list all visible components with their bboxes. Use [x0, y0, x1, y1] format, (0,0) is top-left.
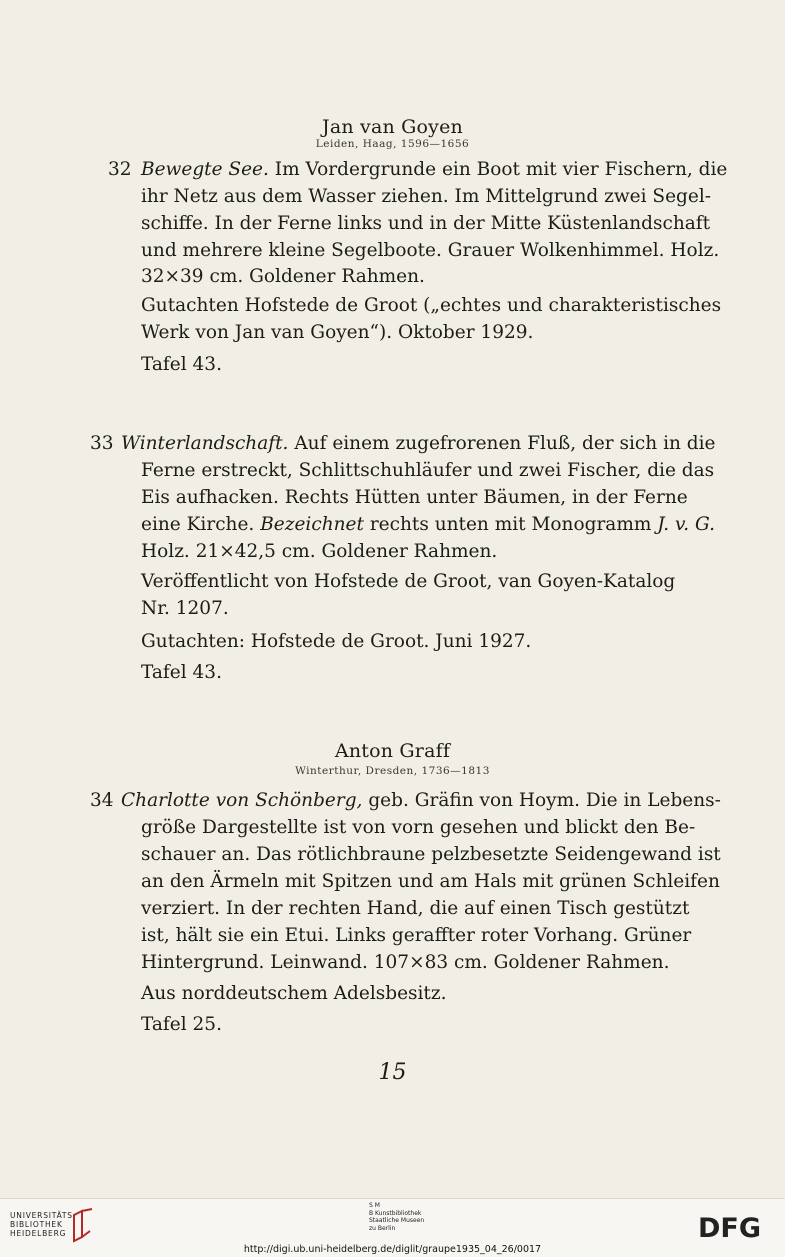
artist-dates: Winterthur, Dresden, 1736—1813 [295, 765, 490, 777]
entry-line: schiffe. In der Ferne links und in der Mitte Küstenlandschaft [141, 213, 711, 234]
entry-number: 33 [90, 433, 114, 454]
entry-title: Charlotte von Schönberg, [121, 790, 363, 811]
entry-line: ist, hält sie ein Etui. Links geraffter roter Vorhang. Grüner [141, 925, 692, 946]
entry-line: schauer an. Das rötlichbraune pelzbesetzte Seidengewand ist [141, 844, 721, 865]
entry-line: und mehrere kleine Segelboote. Grauer Wolkenhimmel. Holz. [141, 240, 720, 261]
entry-line: eine Kirche. Bezeichnet rechts unten mit Monogramm J. v. G. [141, 514, 716, 535]
entry-title: Bewegte See. [141, 159, 269, 180]
entry-number: 34 [90, 790, 114, 811]
entry-line: Winterlandschaft. Auf einem zugefrorenen Fluß, der sich in die [121, 433, 716, 454]
entry-title: Winterlandschaft. [121, 433, 289, 454]
entry-line: Charlotte von Schönberg, geb. Gräfin von Hoym. Die in Lebens- [121, 790, 721, 811]
kunstbibliothek-label[interactable]: S M B Kunstbibliothek Staatliche Museen zu Berlin [369, 1202, 425, 1232]
entry-line: Gutachten: Hofstede de Groot. Juni 1927. [141, 631, 532, 652]
entry-line: größe Dargestellte ist von vorn gesehen und blickt den Be- [141, 817, 696, 838]
entry-line: Werk von Jan van Goyen“). Oktober 1929. [141, 322, 534, 343]
plate-reference: Tafel 25. [141, 1014, 222, 1035]
plate-reference: Tafel 43. [141, 662, 222, 683]
entry-line: verziert. In der rechten Hand, die auf einen Tisch gestützt [141, 898, 690, 919]
entry-line: Veröffentlicht von Hofstede de Groot, van Goyen-Katalog [141, 571, 676, 592]
page-number: 15 [378, 1060, 407, 1085]
entry-line: an den Ärmeln mit Spitzen und am Hals mit grünen Schleifen [141, 871, 720, 892]
permalink-url[interactable]: http://digi.ub.uni-heidelberg.de/diglit/graupe1935_04_26/0017 [243, 1244, 542, 1255]
entry-line: Bewegte See. Im Vordergrunde ein Boot mit vier Fischern, die [141, 159, 728, 180]
entry-line: Ferne erstreckt, Schlittschuhläufer und zwei Fischer, die das [141, 460, 715, 481]
artist-heading: Jan van Goyen [322, 116, 463, 138]
dfg-logo[interactable]: DFG [698, 1213, 762, 1244]
entry-line: Eis aufhacken. Rechts Hütten unter Bäumen, in der Ferne [141, 487, 688, 508]
entry-line: ihr Netz aus dem Wasser ziehen. Im Mittelgrund zwei Segel- [141, 186, 712, 207]
entry-line: Aus norddeutschem Adelsbesitz. [141, 983, 447, 1004]
entry-line: Hintergrund. Leinwand. 107×83 cm. Goldener Rahmen. [141, 952, 670, 973]
university-library-label[interactable]: UNIVERSITÄTS- BIBLIOTHEK HEIDELBERG [10, 1211, 77, 1238]
entry-line: Holz. 21×42,5 cm. Goldener Rahmen. [141, 541, 498, 562]
entry-line: Gutachten Hofstede de Groot („echtes und charakteristisches [141, 295, 722, 316]
digitization-footer [0, 1198, 785, 1257]
entry-number: 32 [108, 159, 132, 180]
artist-dates: Leiden, Haag, 1596—1656 [315, 138, 470, 150]
entry-line: 32×39 cm. Goldener Rahmen. [141, 266, 425, 287]
entry-line: Nr. 1207. [141, 598, 229, 619]
plate-reference: Tafel 43. [141, 354, 222, 375]
university-logo-icon[interactable] [70, 1207, 96, 1243]
artist-heading: Anton Graff [334, 740, 451, 762]
